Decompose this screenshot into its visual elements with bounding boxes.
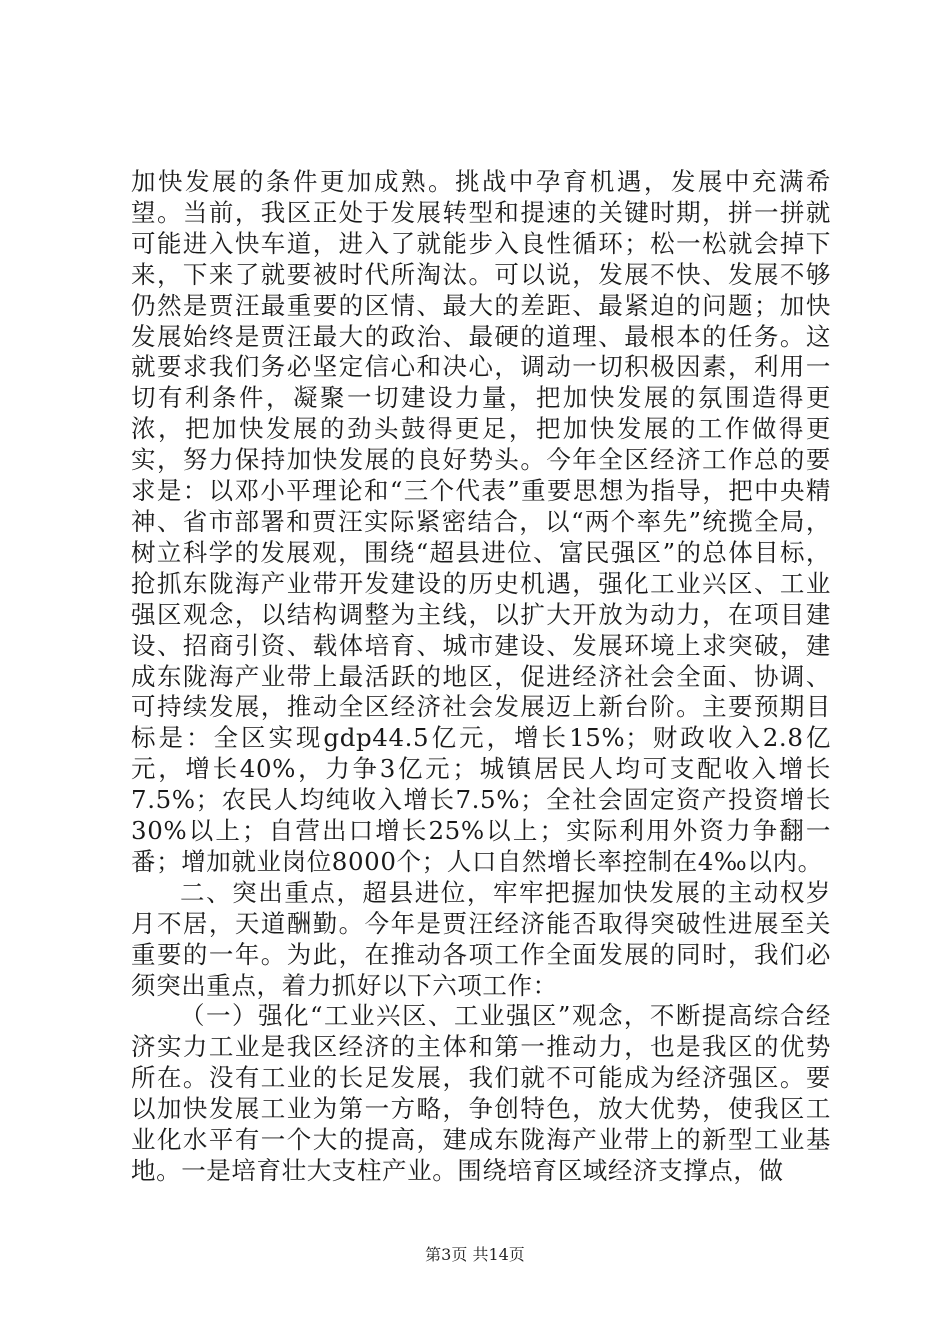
paragraph-1: 加快发展的条件更加成熟。挑战中孕育机遇，发展中充满希望。当前，我区正处于发展转型和提速的关键时期，拼一拼就可能进入快车道，进入了就能步入良性循环；松一松就会掉下来，下来了就要被时代所淘汰。可以说，发展不快、发展不够仍然是贾汪最重要的区情、最大的差距、最紧迫的问题；加快发展始终是贾汪最大的政治、最硬的道理、最根本的任务。这就要求我们务必坚定信心和决心，调动一切积极因素，利用一切有利条件，凝聚一切建设力量，把加快发展的氛围造得更浓，把加快发展的劲头鼓得更足，把加快发展的工作做得更实，努力保持加快发展的良好势头。今年全区经济工作总的要求是：以邓小平理论和“三个代表”重要思想为指导，把中央精神、省市部署和贾汪实际紧密结合，以“两个率先”统揽全局，树立科学的发展观，围绕“超县进位、富民强区”的总体目标，抢抓东陇海产业带开发建设的历史机遇，强化工业兴区、工业强区观念，以结构调整为主线，以扩大开放为动力，在项目建设、招商引资、载体培育、城市建设、发展环境上求突破，建成东陇海产业带上最活跃的地区，促进经济社会全面、协调、可持续发展，推动全区经济社会发展迈上新台阶。主要预期目标是：全区实现gdp44.5亿元，增长15%；财政收入2.8亿元，增长40%，力争3亿元；城镇居民人均可支配收入增长7.5%；农民人均纯收入增长7.5%；全社会固定资产投资增长30%以上；自营出口增长25%以上；实际利用外资力争翻一番；增加就业岗位8000个；人口自然增长率控制在4‰以内。 xyxy=(131,167,831,876)
document-body xyxy=(131,167,831,1187)
page-number: 第3页 共14页 xyxy=(425,1245,525,1264)
paragraph-2: 二、突出重点，超县进位，牢牢把握加快发展的主动权岁月不居，天道酬勤。今年是贾汪经济能否取得突破性进展至关重要的一年。为此，在推动各项工作全面发展的同时，我们必须突出重点，着力抓好以下六项工作： xyxy=(131,877,831,1000)
paragraph-3: （一）强化“工业兴区、工业强区”观念，不断提高综合经济实力工业是我区经济的主体和第一推动力，也是我区的优势所在。没有工业的长足发展，我们就不可能成为经济强区。要以加快发展工业为第一方略，争创特色，放大优势，使我区工业化水平有一个大的提高，建成东陇海产业带上的新型工业基地。一是培育壮大支柱产业。围绕培育区域经济支撑点，做 xyxy=(131,1001,831,1185)
